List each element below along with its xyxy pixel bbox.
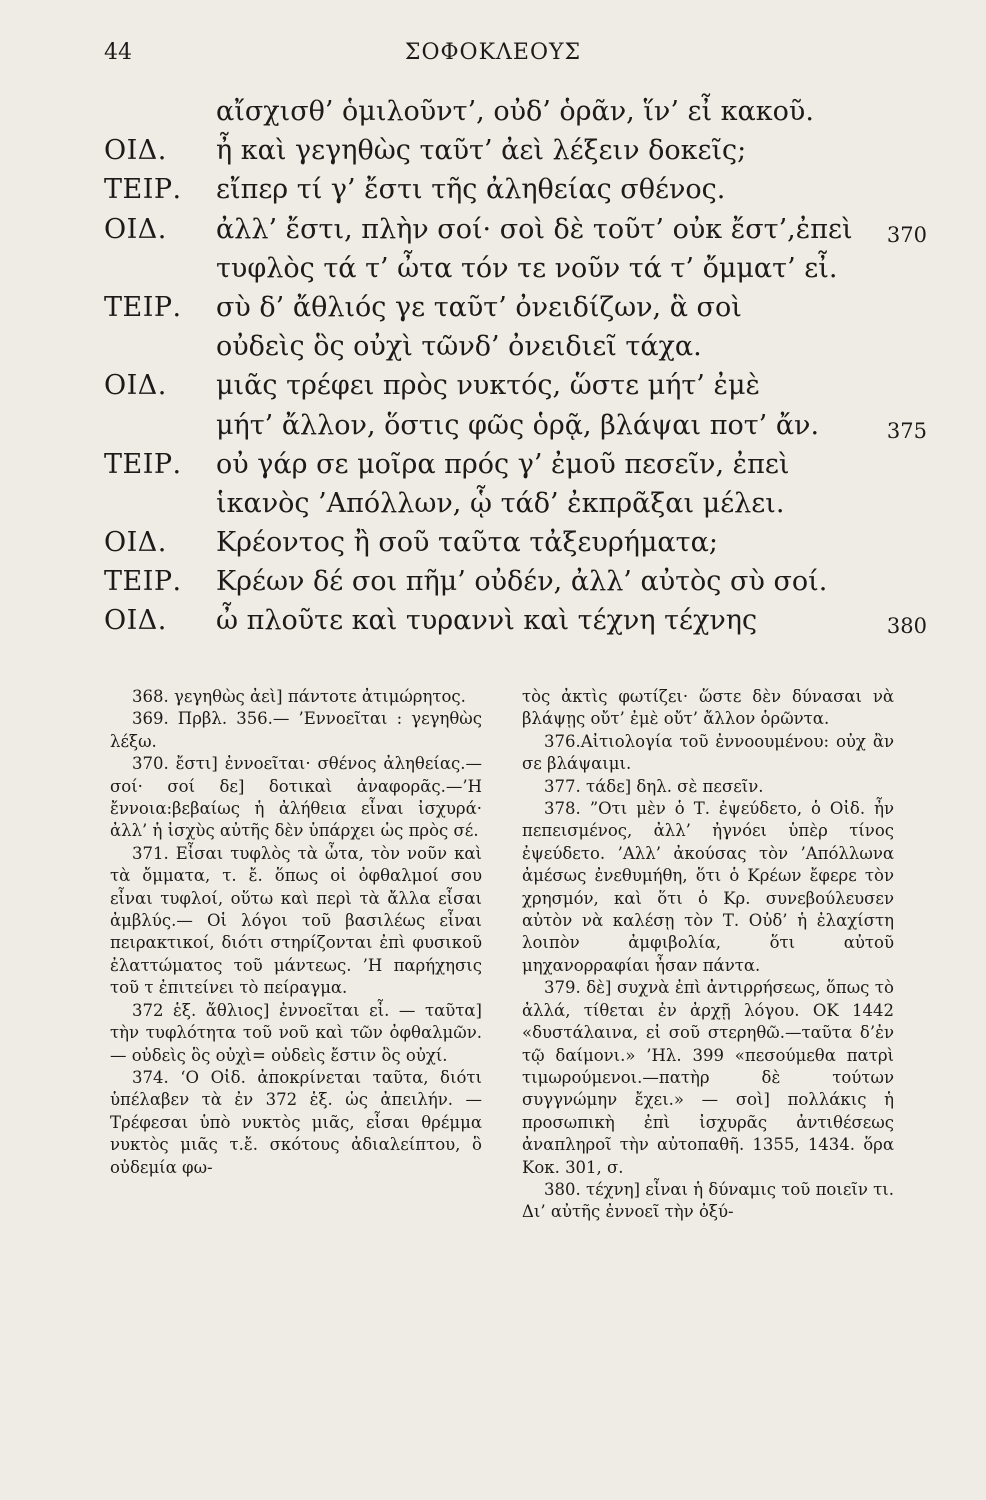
- commentary-left-column: [110, 686, 482, 1179]
- verse-line: [104, 249, 924, 288]
- verse-text: Κρέων δέ σοι πῆμ’ οὐδέν, ἀλλ’ αὐτὸς σὺ σοί.: [216, 566, 828, 598]
- verse-text: μήτ’ ἄλλον, ὅστις φῶς ὁρᾷ, βλάψαι ποτ’ ἄν.: [216, 409, 820, 441]
- commentary-note: 377. τάδε] δηλ. σὲ πεσεῖν.: [544, 776, 764, 796]
- verse-text: ἦ καὶ γεγηθὼς ταῦτ’ ἀεὶ λέξειν δοκεῖς;: [216, 135, 747, 167]
- page-number: 44: [104, 40, 132, 65]
- commentary-note: 370. ἔστι] ἐννοεῖται· σθένος ἀληθείας.—σοί· σοί δε] δοτικαὶ ἀναφορᾶς.—’Η ἔννοια:βεβαίως ἡ ἀλήθεια εἶναι ἰσχυρά· ἀλλ’ ἡ ἰσχὺς αὐτῆς δὲν ὑπάρχει ὡς πρὸς σέ.: [110, 754, 482, 841]
- line-number: 370: [886, 222, 927, 247]
- verse-text: οὐ γάρ σε μοῖρα πρός γ’ ἐμοῦ πεσεῖν, ἐπεὶ: [216, 448, 790, 480]
- verse-text: Κρέοντος ἢ σοῦ ταῦτα τἀξευρήματα;: [216, 527, 718, 559]
- verse-line: [104, 288, 924, 327]
- running-title: ΣΟΦΟΚΛΕΟΥΣ: [404, 40, 582, 65]
- verse-text: τυφλὸς τά τ’ ὦτα τόν τε νοῦν τά τ’ ὄμματ’ εἶ.: [216, 252, 838, 284]
- speaker-label: ΟΙΔ.: [104, 527, 167, 559]
- commentary-right-column: [522, 686, 894, 1224]
- verse-text: μιᾶς τρέφει πρὸς νυκτός, ὥστε μήτ’ ἐμὲ: [216, 370, 760, 402]
- verse-line: [104, 445, 924, 484]
- verse-text: ἀλλ’ ἔστι, πλὴν σοί· σοὶ δὲ τοῦτ’ οὐκ ἔστ’,ἐπεὶ: [216, 213, 853, 245]
- commentary-note: 374. ‘Ο Οἰδ. ἀποκρίνεται ταῦτα, διότι ὑπέλαβεν τὰ ἐν 372 ἑξ. ὡς ἀπειλήν. — Τρέφεσαι ὑπὸ νυκτὸς μιᾶς, εἶσαι θρέμμα νυκτὸς μιᾶς τ.ἔ. σκότους ἀδιαλείπτου, ὃ οὐδεμία φω-: [110, 1067, 482, 1177]
- verse-text: ὦ πλοῦτε καὶ τυραννὶ καὶ τέχνη τέχνης: [216, 605, 758, 637]
- line-number: 375: [886, 418, 927, 443]
- speaker-label: ΤΕΙΡ.: [104, 566, 182, 598]
- verse-text: σὺ δ’ ἄθλιός γε ταῦτ’ ὀνειδίζων, ἃ σοὶ: [216, 291, 742, 323]
- verse-text: εἴπερ τί γ’ ἔστι τῆς ἀληθείας σθένος.: [216, 174, 726, 206]
- speaker-label: ΟΙΔ.: [104, 135, 167, 167]
- commentary-note: 376.Αἰτιολογία τοῦ ἐννοουμένου: οὐχ ἂν σε βλάψαιμι.: [522, 731, 894, 774]
- verse-line: [104, 523, 924, 562]
- commentary-note: 368. γεγηθὼς ἀεὶ] πάντοτε ἀτιμώρητος.: [132, 687, 466, 706]
- verse-block: [104, 92, 927, 641]
- verse-text: ἱκανὸς ’Απόλλων, ᾧ τάδ’ ἐκπρᾶξαι μέλει.: [216, 487, 785, 519]
- commentary-note: τὸς ἀκτὶς φωτίζει· ὥστε δὲν δύνασαι νὰ βλάψῃς οὔτ’ ἐμὲ οὔτ’ ἄλλον ὁρῶντα.: [522, 687, 894, 729]
- verse-text: οὐδεὶς ὃς οὐχὶ τῶνδ’ ὀνειδιεῖ τάχα.: [216, 331, 702, 363]
- verse-line: [104, 92, 924, 131]
- verse-line: [104, 170, 924, 209]
- speaker-label: ΟΙΔ.: [104, 370, 167, 402]
- speaker-label: ΟΙΔ.: [104, 213, 167, 245]
- commentary-note: 369. Πρβλ. 356.— ’Εννοεῖται : γεγηθὼς λέξω.: [110, 709, 482, 751]
- commentary-note: 380. τέχνη] εἶναι ἡ δύναμις τοῦ ποιεῖν τι. Δι’ αὐτῆς ἐννοεῖ τὴν ὀξύ-: [522, 1179, 894, 1222]
- commentary-note: 379. δὲ] συχνὰ ἐπὶ ἀντιρρήσεως, ὅπως τὸ ἀλλά, τίθεται ἐν ἀρχῇ λόγου. ΟΚ 1442 «δυστάλαινα, εἰ σοῦ στερηθῶ.—ταῦτα δ’ἐν τῷ δαίμονι.» ’Ηλ. 399 «πεσούμεθα πατρὶ τιμωρούμενοι.—πατὴρ δὲ τούτων συγγνώμην ἔχει.» — σοὶ] πολλάκις ἡ προσωπικὴ ἐπὶ ἰσχυρᾶς ἀντιθέσεως ἀναπληροῖ τὴν αὐτοπαθῆ. 1355, 1434. ὅρα Κοκ. 301, σ.: [522, 978, 894, 1177]
- line-number: 380: [886, 614, 927, 639]
- verse-line: [104, 562, 924, 601]
- commentary-note: 371. Εἶσαι τυφλὸς τὰ ὦτα, τὸν νοῦν καὶ τὰ ὄμματα, τ. ἔ. ὅπως οἱ ὀφθαλμοί σου εἶναι τυφλοί, οὕτω καὶ περὶ τὰ ἄλλα εἶσαι ἀμβλύς.— Οἱ λόγοι τοῦ βασιλέως εἶναι πειρακτικοί, διότι στηρίζονται ἐπὶ φυσικοῦ ἐλαττώματος τοῦ μάντεως. ’Η παρήχησις τοῦ τ ἐπιτείνει τὸ πείραγμα.: [110, 843, 482, 998]
- verse-line: [104, 406, 927, 445]
- verse-text: αἴσχισθ’ ὁμιλοῦντ’, οὐδ’ ὁρᾶν, ἵν’ εἶ κακοῦ.: [216, 96, 814, 127]
- verse-line: [104, 366, 924, 405]
- verse-line: [104, 210, 927, 249]
- verse-line: [104, 484, 924, 523]
- speaker-label: ΤΕΙΡ.: [104, 291, 182, 323]
- commentary-note: 378. ”Οτι μὲν ὁ Τ. ἐψεύδετο, ὁ Οἰδ. ἦν πεπεισμένος, ἀλλ’ ἠγνόει ὑπὲρ τίνος ἐψεύδετο. ’Αλλ’ ἀκούσας τὸν ’Απόλλωνα ἀμέσως ἐνεθυμήθη, ὅτι ὁ Κρέων ἔφερε τὸν χρησμόν, καὶ ὅτι ὁ Κρ. συνεβούλευσεν αὐτὸν νὰ καλέσῃ τὸν Τ. Οὐδ’ ἡ ἐλαχίστη λοιπὸν ἀμφιβολία, ὅτι αὐτοῦ μηχανορραφίαι ἦσαν πάντα.: [522, 799, 894, 975]
- commentary-note: 372 ἑξ. ἄθλιος] ἐννοεῖται εἶ. — ταῦτα] τὴν τυφλότητα τοῦ νοῦ καὶ τῶν ὀφθαλμῶν. — οὐδεὶς ὃς οὐχὶ= οὐδεὶς ἔστιν ὃς οὐχί.: [110, 1000, 482, 1065]
- verse-line: [104, 327, 924, 366]
- verse-line: [104, 131, 924, 170]
- speaker-label: ΤΕΙΡ.: [104, 174, 182, 206]
- verse-line: [104, 601, 927, 640]
- speaker-label: ΟΙΔ.: [104, 605, 167, 637]
- speaker-label: ΤΕΙΡ.: [104, 448, 182, 480]
